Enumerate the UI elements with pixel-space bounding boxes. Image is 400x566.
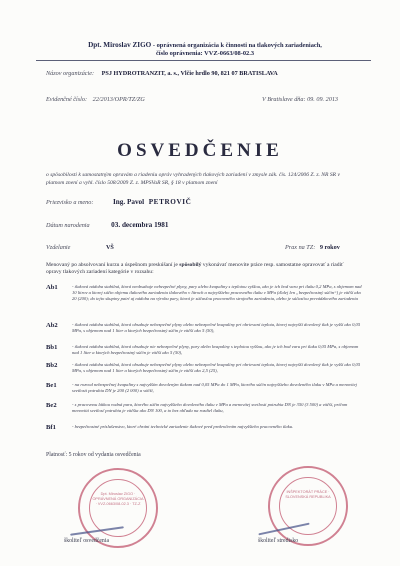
practice-label: Prax na TZ: [285,244,316,251]
person-title: Ing. Pavol [112,198,145,206]
record-row [46,96,145,103]
issuer-signature-caption: školiteľ osvedčenia [64,538,110,544]
category-text: - bezpečnostné príslušenstvo, ktoré chráni technické zariadenie tlakové pred prekročením najvyššieho pracovného tlaku. [72,424,294,429]
statement-part-1: Menovaný po absolvovaní kurzu a úspešnom preskúšaní je [46,262,180,268]
category-text: - tlaková nádoba stabilná, ktorá obsahuje nebezpečné plyny alebo nebezpečné kvapaliny pri ohrievaní teplota, ktorej najvyšší dovolený tlak je vyšší ako 0,05 MPa, s objemom nad 1 liter a ktorých bezpečnostný súčin je väčší ako 2,5 (25), [72,362,361,373]
category-code: Bf1 [46,424,56,431]
person-row [46,199,191,206]
category-code: Ab2 [46,322,58,329]
category-code: Bb1 [46,344,58,351]
category-text: - tlaková nádoba stabilná, ktorá obsahuje nie nebezpečné plyny, pary alebo kvapaliny s teplotou vyššou, ako je ich bod varu pri tlaku 0,05 MPa, s objemom nad 1 liter a ktorých bezpečnostný súčin je väčší ako 5 (50), [72,344,359,355]
birth-row [46,222,168,229]
education-value: VŠ [105,244,114,251]
issuer-stamp [78,468,158,548]
category-text: - s pracovnou látkou vodná para, ktorého súčin najvyššieho dovoleného tlaku v MPa a menovitej svetlosti potrubia DN je 350 (3 500) a väčší, pričom menovitá svetlosť potrubia je väčšia ako DN 100, a to bez ohľadu na rozdiel tlaku, [72,402,348,413]
validity-note: Platnosť: 5 rokov od vydania osvedčenia [46,452,141,458]
birth-label: Dátum narodenia [46,222,90,229]
organization-value: PSJ HYDROTRANZIT, a. s., Vlčie hrdlo 90, 821 07 BRATISLAVA [101,70,278,77]
category-text: - tlaková nádoba stabilná, ktorá obsahuje nebezpečné plyny alebo nebezpečné kvapaliny pri ohrievaní teplota, ktorej najvyšší dovolený tlak je vyšší ako 0,05 MPa, s objemom nad 1 liter a ktorých bezpečnostný súčin je väčší ako 5 (50), [72,322,361,333]
statement-part-2: vykonávať menovite práce resp. samostatne opravovať a riadiť opravy tlakových zariadení kategórie v rozsahu: [46,262,344,276]
issuer-name: Dpt. Miroslav ZIGO [88,41,152,49]
header-divider [36,60,371,61]
license-number: číslo oprávnenia: VVZ-0663/08-02.3 [155,50,255,57]
statement-competent: spôsobilý [179,262,202,268]
authority-stamp [268,466,348,546]
issuer-stamp-text: Dpt. Miroslav ZIGO · OPRÁVNENÁ ORGANIZÁCIA · VVZ-0663/08-02.3 · TZ-Z [92,492,144,506]
category-text: - tlaková nádoba stabilná, ktorá neobsahuje nebezpečné plyny, pary alebo kvapaliny s teplotou vyššou, ako je ich bod varu pri tlaku 0,2 MPa, s objemom nad 10 litrov a ktorej súčin objemu tlakového zariadenia tlakového v litroch a najvyššieho pracovného tlaku v MPa (ďalej len „bezpečnostný súčin“) je väčší ako 20 (200); do tejto skupiny patrí aj nádoba na výrobu pary, ktorá je súčasťou pracovného strojného zariadenia, alebo je súčasťou prevádzkového zariadenia [72,284,362,301]
category-code: Be2 [46,402,57,409]
category-code: Ab1 [46,284,58,291]
authority-signature-caption: školiteľ stredisko [258,538,299,544]
issuer-header [40,41,370,58]
birth-value: 03. decembra 1981 [111,221,169,229]
competence-statement [46,262,358,276]
person-label: Priezvisko a meno: [46,199,94,206]
category-code: Be1 [46,382,57,389]
record-label: Evidenčné číslo: [46,96,88,103]
authority-stamp-text: INŠPEKTORÁT PRÁCE · SLOVENSKÁ REPUBLIKA [285,490,331,499]
person-surname: PETROVIČ [148,198,192,206]
category-code: Bb2 [46,362,58,369]
education-row [46,244,114,251]
education-label: Vzdelanie [46,244,71,251]
category-text: - na rozvod nebezpečnej kvapaliny s najvyšším dovoleným tlakom nad 0,05 MPa do 1 MPa, ktorého súčin najvyššieho dovoleného tlaku v MPa a menovitej svetlosti potrubia DN je 200 (2 000) a väčší, [72,382,357,393]
document-title: OSVEDČENIE [117,140,283,161]
issuer-subtitle: - oprávnená organizácia k činnosti na tlakových zariadeniach, [151,42,322,49]
organization-row [46,70,278,77]
organization-label: Názov organizácie: [46,70,95,77]
record-number: 22/2013/OPR/TZ/ZG [92,96,145,103]
practice-row [285,244,340,251]
practice-value: 9 rokov [319,244,340,251]
legal-basis: o spôsobilosti k samostatným opravám a riadeniu opráv vyhradených tlakových zariadení v zmysle zák. čís. 124/2006 Z. z. NR SR v platnom znení a vyhl. číslo 508/2009 Z. z. MPSVaR SR, § 18 v platnom znení [46,172,340,186]
issue-place-date: V Bratislave dňa: 09. 09. 2013 [262,96,339,103]
